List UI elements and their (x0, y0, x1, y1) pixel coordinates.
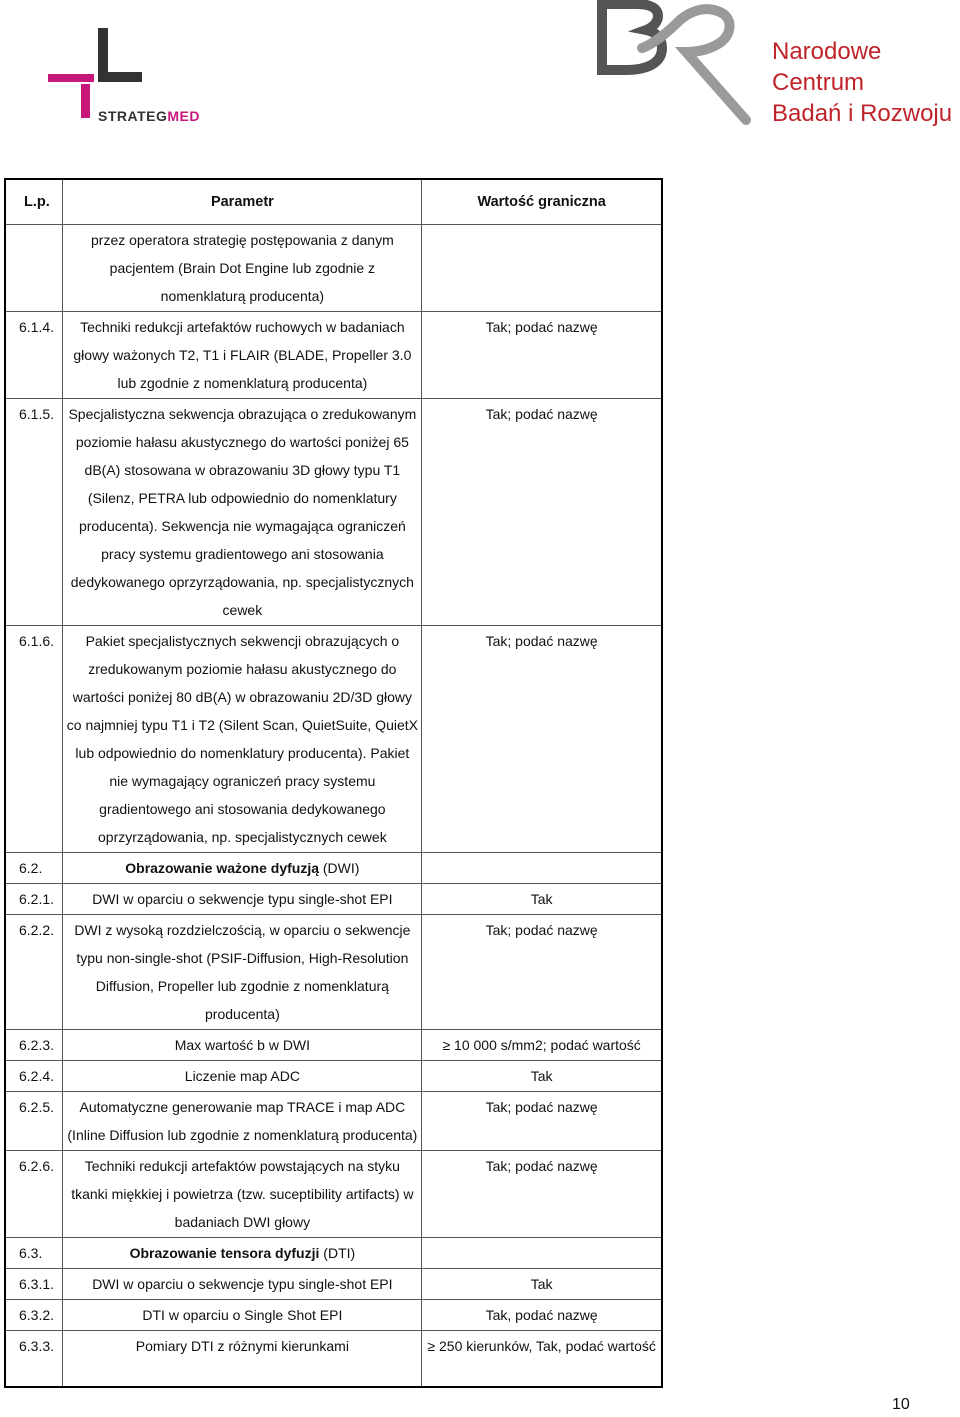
row-param: DWI w oparciu o sekwencje typu single-shot EPI (63, 1269, 422, 1300)
table-row (5, 1269, 662, 1300)
row-param: Pomiary DTI z różnymi kierunkami (63, 1331, 422, 1387)
table-row (5, 915, 662, 1030)
row-value: Tak (422, 884, 662, 915)
row-param: Techniki redukcji artefaktów ruchowych w badaniach głowy ważonych T2, T1 i FLAIR (BLADE, Propeller 3.0 lub zgodnie z nomenklaturą producenta) (63, 312, 422, 399)
row-lp: 6.1.5. (5, 399, 63, 626)
row-value: ≥ 250 kierunków, Tak, podać wartość (422, 1331, 662, 1387)
table-row (5, 1092, 662, 1151)
row-value: Tak; podać nazwę (422, 399, 662, 626)
table-row (5, 312, 662, 399)
page-header (0, 0, 960, 150)
row-param: Techniki redukcji artefaktów powstających na styku tkanki miękkiej i powietrza (tzw. suceptibility artifacts) w badaniach DWI głowy (63, 1151, 422, 1238)
table-row (5, 1061, 662, 1092)
page-number: 10 (892, 1396, 910, 1413)
row-param: Pakiet specjalistycznych sekwencji obrazujących o zredukowanym poziomie hałasu akustycznego do wartości poniżej 80 dB(A) w obrazowaniu 2D/3D głowy co najmniej typu T1 i T2 (Silent Scan, QuietSuite, QuietX lub odpowiednio do nomenklatury producenta). Pakiet nie wymagający ograniczeń pracy systemu gradientowego ani stosowania dedykowanego oprzyrządowania, np. specjalistycznych cewek (63, 626, 422, 853)
row-param: Max wartość b w DWI (63, 1030, 422, 1061)
row-lp: 6.2.2. (5, 915, 63, 1030)
row-param: DWI z wysoką rozdzielczością, w oparciu o sekwencje typu non-single-shot (PSIF-Diffusion, High-Resolution Diffusion, Propeller lub zgodnie z nomenklaturą producenta) (63, 915, 422, 1030)
table-row (5, 884, 662, 915)
row-lp: 6.1.4. (5, 312, 63, 399)
row-lp: 6.2.1. (5, 884, 63, 915)
row-param: Automatyczne generowanie map TRACE i map ADC (Inline Diffusion lub zgodnie z nomenklaturą producenta) (63, 1092, 422, 1151)
row-value: Tak; podać nazwę (422, 1092, 662, 1151)
row-param: DTI w oparciu o Single Shot EPI (63, 1300, 422, 1331)
section-suffix: (DWI) (319, 860, 360, 876)
table-header-row (5, 179, 662, 225)
row-param: Specjalistyczna sekwencja obrazująca o zredukowanym poziomie hałasu akustycznego do wartości poniżej 65 dB(A) stosowana w obrazowaniu 3D głowy typu T1 (Silenz, PETRA lub odpowiednio do nomenklatury producenta). Sekwencja nie wymagająca ograniczeń pracy systemu gradientowego ani stosowania dedykowanego oprzyrządowania, np. specjalistycznych cewek (63, 399, 422, 626)
section-title: Obrazowanie ważone dyfuzją (125, 860, 319, 876)
table-row (5, 1331, 662, 1387)
strategmed-logo (48, 26, 208, 126)
row-lp: 6.2. (5, 853, 63, 884)
row-lp: 6.1.6. (5, 626, 63, 853)
row-lp: 6.2.6. (5, 1151, 63, 1238)
row-param (63, 853, 422, 884)
row-param: Liczenie map ADC (63, 1061, 422, 1092)
row-param: przez operatora strategię postępowania z danym pacjentem (Brain Dot Engine lub zgodnie z nomenklaturą producenta) (63, 225, 422, 312)
row-value: Tak; podać nazwę (422, 1151, 662, 1238)
row-value: Tak, podać nazwę (422, 1300, 662, 1331)
ncbr-br-mark (596, 0, 776, 135)
row-value: Tak; podać nazwę (422, 626, 662, 853)
strategmed-wordmark: STRATEGMED (98, 108, 200, 124)
row-lp: 6.2.3. (5, 1030, 63, 1061)
row-lp: 6.2.5. (5, 1092, 63, 1151)
row-param: DWI w oparciu o sekwencje typu single-shot EPI (63, 884, 422, 915)
ncbr-wordmark (772, 36, 960, 129)
ncbr-line-2: Badań i Rozwoju (772, 100, 953, 127)
row-value (422, 225, 662, 312)
table-row (5, 626, 662, 853)
ncbr-line-1: Narodowe Centrum (772, 38, 882, 96)
row-value: Tak (422, 1269, 662, 1300)
ncbr-logo (596, 0, 960, 135)
row-lp: 6.3.3. (5, 1331, 63, 1387)
header-lp: L.p. (5, 179, 63, 225)
row-value: ≥ 10 000 s/mm2; podać wartość (422, 1030, 662, 1061)
table-row (5, 1151, 662, 1238)
row-lp: 6.3. (5, 1238, 63, 1269)
table-row (5, 1030, 662, 1061)
header-wartosc: Wartość graniczna (422, 179, 662, 225)
table-row (5, 225, 662, 312)
section-suffix: (DTI) (319, 1245, 356, 1261)
header-parametr: Parametr (63, 179, 422, 225)
table-row (5, 1300, 662, 1331)
row-lp: 6.3.2. (5, 1300, 63, 1331)
row-value: Tak (422, 1061, 662, 1092)
section-title: Obrazowanie tensora dyfuzji (129, 1245, 320, 1261)
row-lp (5, 225, 63, 312)
row-lp: 6.2.4. (5, 1061, 63, 1092)
row-value: Tak; podać nazwę (422, 312, 662, 399)
table-row-section (5, 1238, 662, 1269)
row-value (422, 853, 662, 884)
table-row-section (5, 853, 662, 884)
specification-table (4, 178, 663, 1388)
table-row (5, 399, 662, 626)
row-value: Tak; podać nazwę (422, 915, 662, 1030)
row-lp: 6.3.1. (5, 1269, 63, 1300)
row-param (63, 1238, 422, 1269)
row-value (422, 1238, 662, 1269)
